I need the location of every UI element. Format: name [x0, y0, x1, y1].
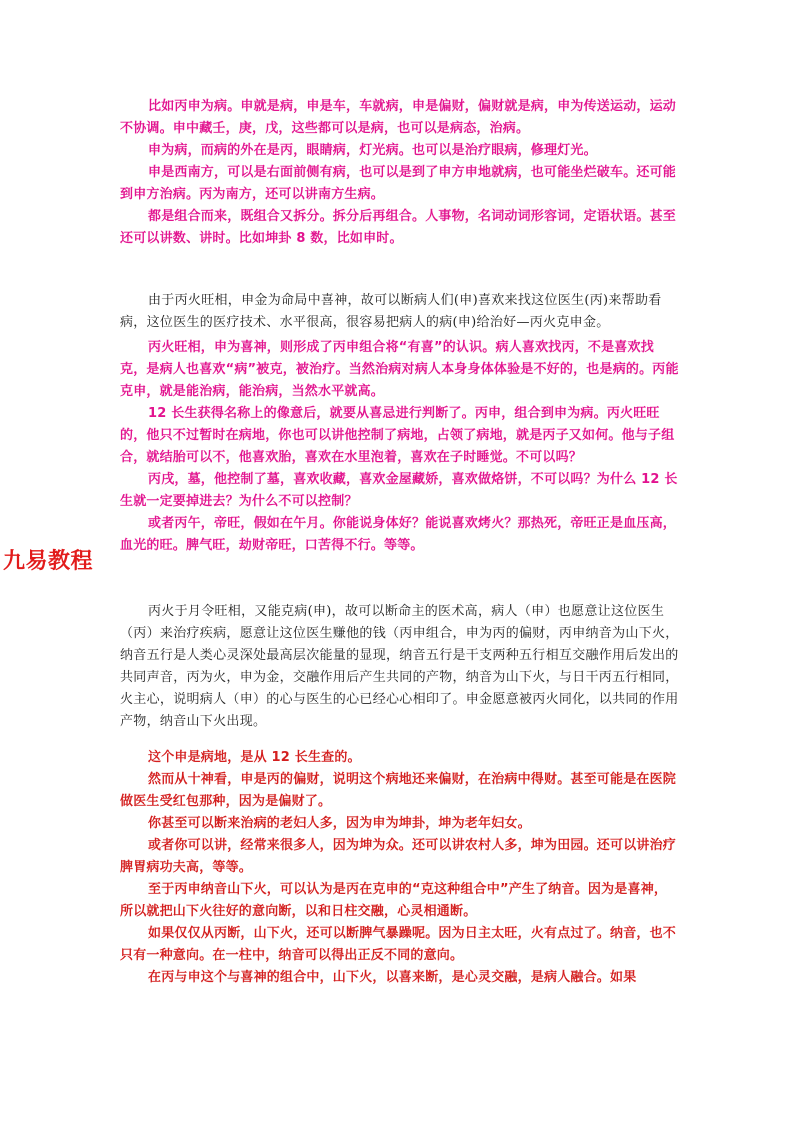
- paragraph: 或者你可以讲，经常来很多人，因为坤为众。还可以讲农村人多，坤为田园。还可以讲治疗脾胃病功夫高，等等。: [120, 838, 677, 875]
- paragraph: 丙火于月令旺相，又能克病(申)，故可以断命主的医术高，病人（申）也愿意让这位医生（丙）来治疗疾病，愿意让这位医生赚他的钱（丙申组合，申为丙的偏财，丙申纳音为山下火，纳音五行是人类心灵深处最高层次能量的显现，纳音五行是干支两种五行相互交融作用后发出的共同声音，丙为火，申为金，交融作用后产生共同的产物，纳音为山下火，与日干丙五行相同，火主心，说明病人（申）的心与医生的心已经心心相印了。申金愿意被丙火同化，以共同的作用产物，纳音山下火出现。: [120, 604, 679, 729]
- watermark-logo-text: 九易教程: [3, 549, 94, 574]
- paragraph: 丙戌，墓，他控制了墓，喜欢收藏，喜欢金屋藏娇，喜欢做烙饼，不可以吗？为什么 12 长生就一定要掉进去？为什么不可以控制？: [120, 472, 678, 509]
- paragraph: 如果仅仅从丙断，山下火，还可以断脾气暴躁呢。因为日主太旺，火有点过了。纳音，也不只有一种意向。在一柱中，纳音可以得出正反不同的意向。: [120, 926, 677, 963]
- section-magenta-2: [120, 337, 680, 557]
- section-red-1: [120, 747, 680, 989]
- paragraph: 然而从十神看，申是丙的偏财，说明这个病地还来偏财，在治病中得财。甚至可能是在医院做医生受红包那种，因为是偏财了。: [120, 772, 677, 809]
- paragraph: 比如丙申为病。申就是病，申是车，车就病，申是偏财，偏财就是病，申为传送运动，运动不协调。申中藏壬，庚，戊，这些都可以是病，也可以是病态，治病。: [120, 99, 677, 136]
- section-magenta-1: [120, 96, 680, 250]
- paragraph: 这个申是病地，是从 12 长生查的。: [148, 750, 361, 765]
- paragraph: 申为病，而病的外在是丙，眼睛病，灯光病。也可以是治疗眼病，修理灯光。: [148, 143, 597, 158]
- paragraph: 或者丙午，帝旺，假如在午月。你能说身体好？能说喜欢烤火？那热死，帝旺正是血压高，血光的旺。脾气旺，劫财帝旺，口苦得不行。等等。: [120, 516, 677, 553]
- paragraph: 都是组合而来，既组合又拆分。拆分后再组合。人事物，名词动词形容词，定语状语。甚至还可以讲数、讲时。比如坤卦 8 数，比如申时。: [120, 209, 677, 246]
- paragraph: 丙火旺相，申为喜神，则形成了丙申组合将“有喜”的认识。病人喜欢找丙，不是喜欢找克，是病人也喜欢“病”被克，被治疗。当然治病对病人本身身体体验是不好的，也是病的。丙能克申，就是能治病，能治病，当然水平就高。: [120, 340, 679, 399]
- paragraph: 在丙与申这个与喜神的组合中，山下火，以喜来断，是心灵交融，是病人融合。如果: [148, 970, 637, 985]
- section-black-2: [120, 601, 680, 733]
- paragraph: 至于丙申纳音山下火，可以认为是丙在克申的“克这种组合中”产生了纳音。因为是喜神，所以就把山下火往好的意向断，以和日柱交融，心灵相通断。: [120, 882, 668, 919]
- section-black-1: [120, 290, 680, 334]
- paragraph: 由于丙火旺相，申金为命局中喜神，故可以断病人们(申)喜欢来找这位医生(丙)来帮助看病，这位医生的医疗技术、水平很高，很容易把病人的病(申)给治好—丙火克申金。: [120, 293, 662, 330]
- paragraph: 你甚至可以断来治病的老妇人多，因为申为坤卦，坤为老年妇女。: [148, 816, 531, 831]
- paragraph: 申是西南方，可以是右面前侧有病，也可以是到了申方申地就病，也可能坐烂破车。还可能到申方治病。丙为南方，还可以讲南方生病。: [120, 165, 677, 202]
- paragraph: 12 长生获得名称上的像意后，就要从喜忌进行判断了。丙申，组合到申为病。丙火旺旺的，他只不过暂时在病地，你也可以讲他控制了病地，占领了病地，就是丙子又如何。他与子组合，就结胎可以不，他喜欢胎，喜欢在水里泡着，喜欢在子时睡觉。不可以吗？: [120, 406, 675, 465]
